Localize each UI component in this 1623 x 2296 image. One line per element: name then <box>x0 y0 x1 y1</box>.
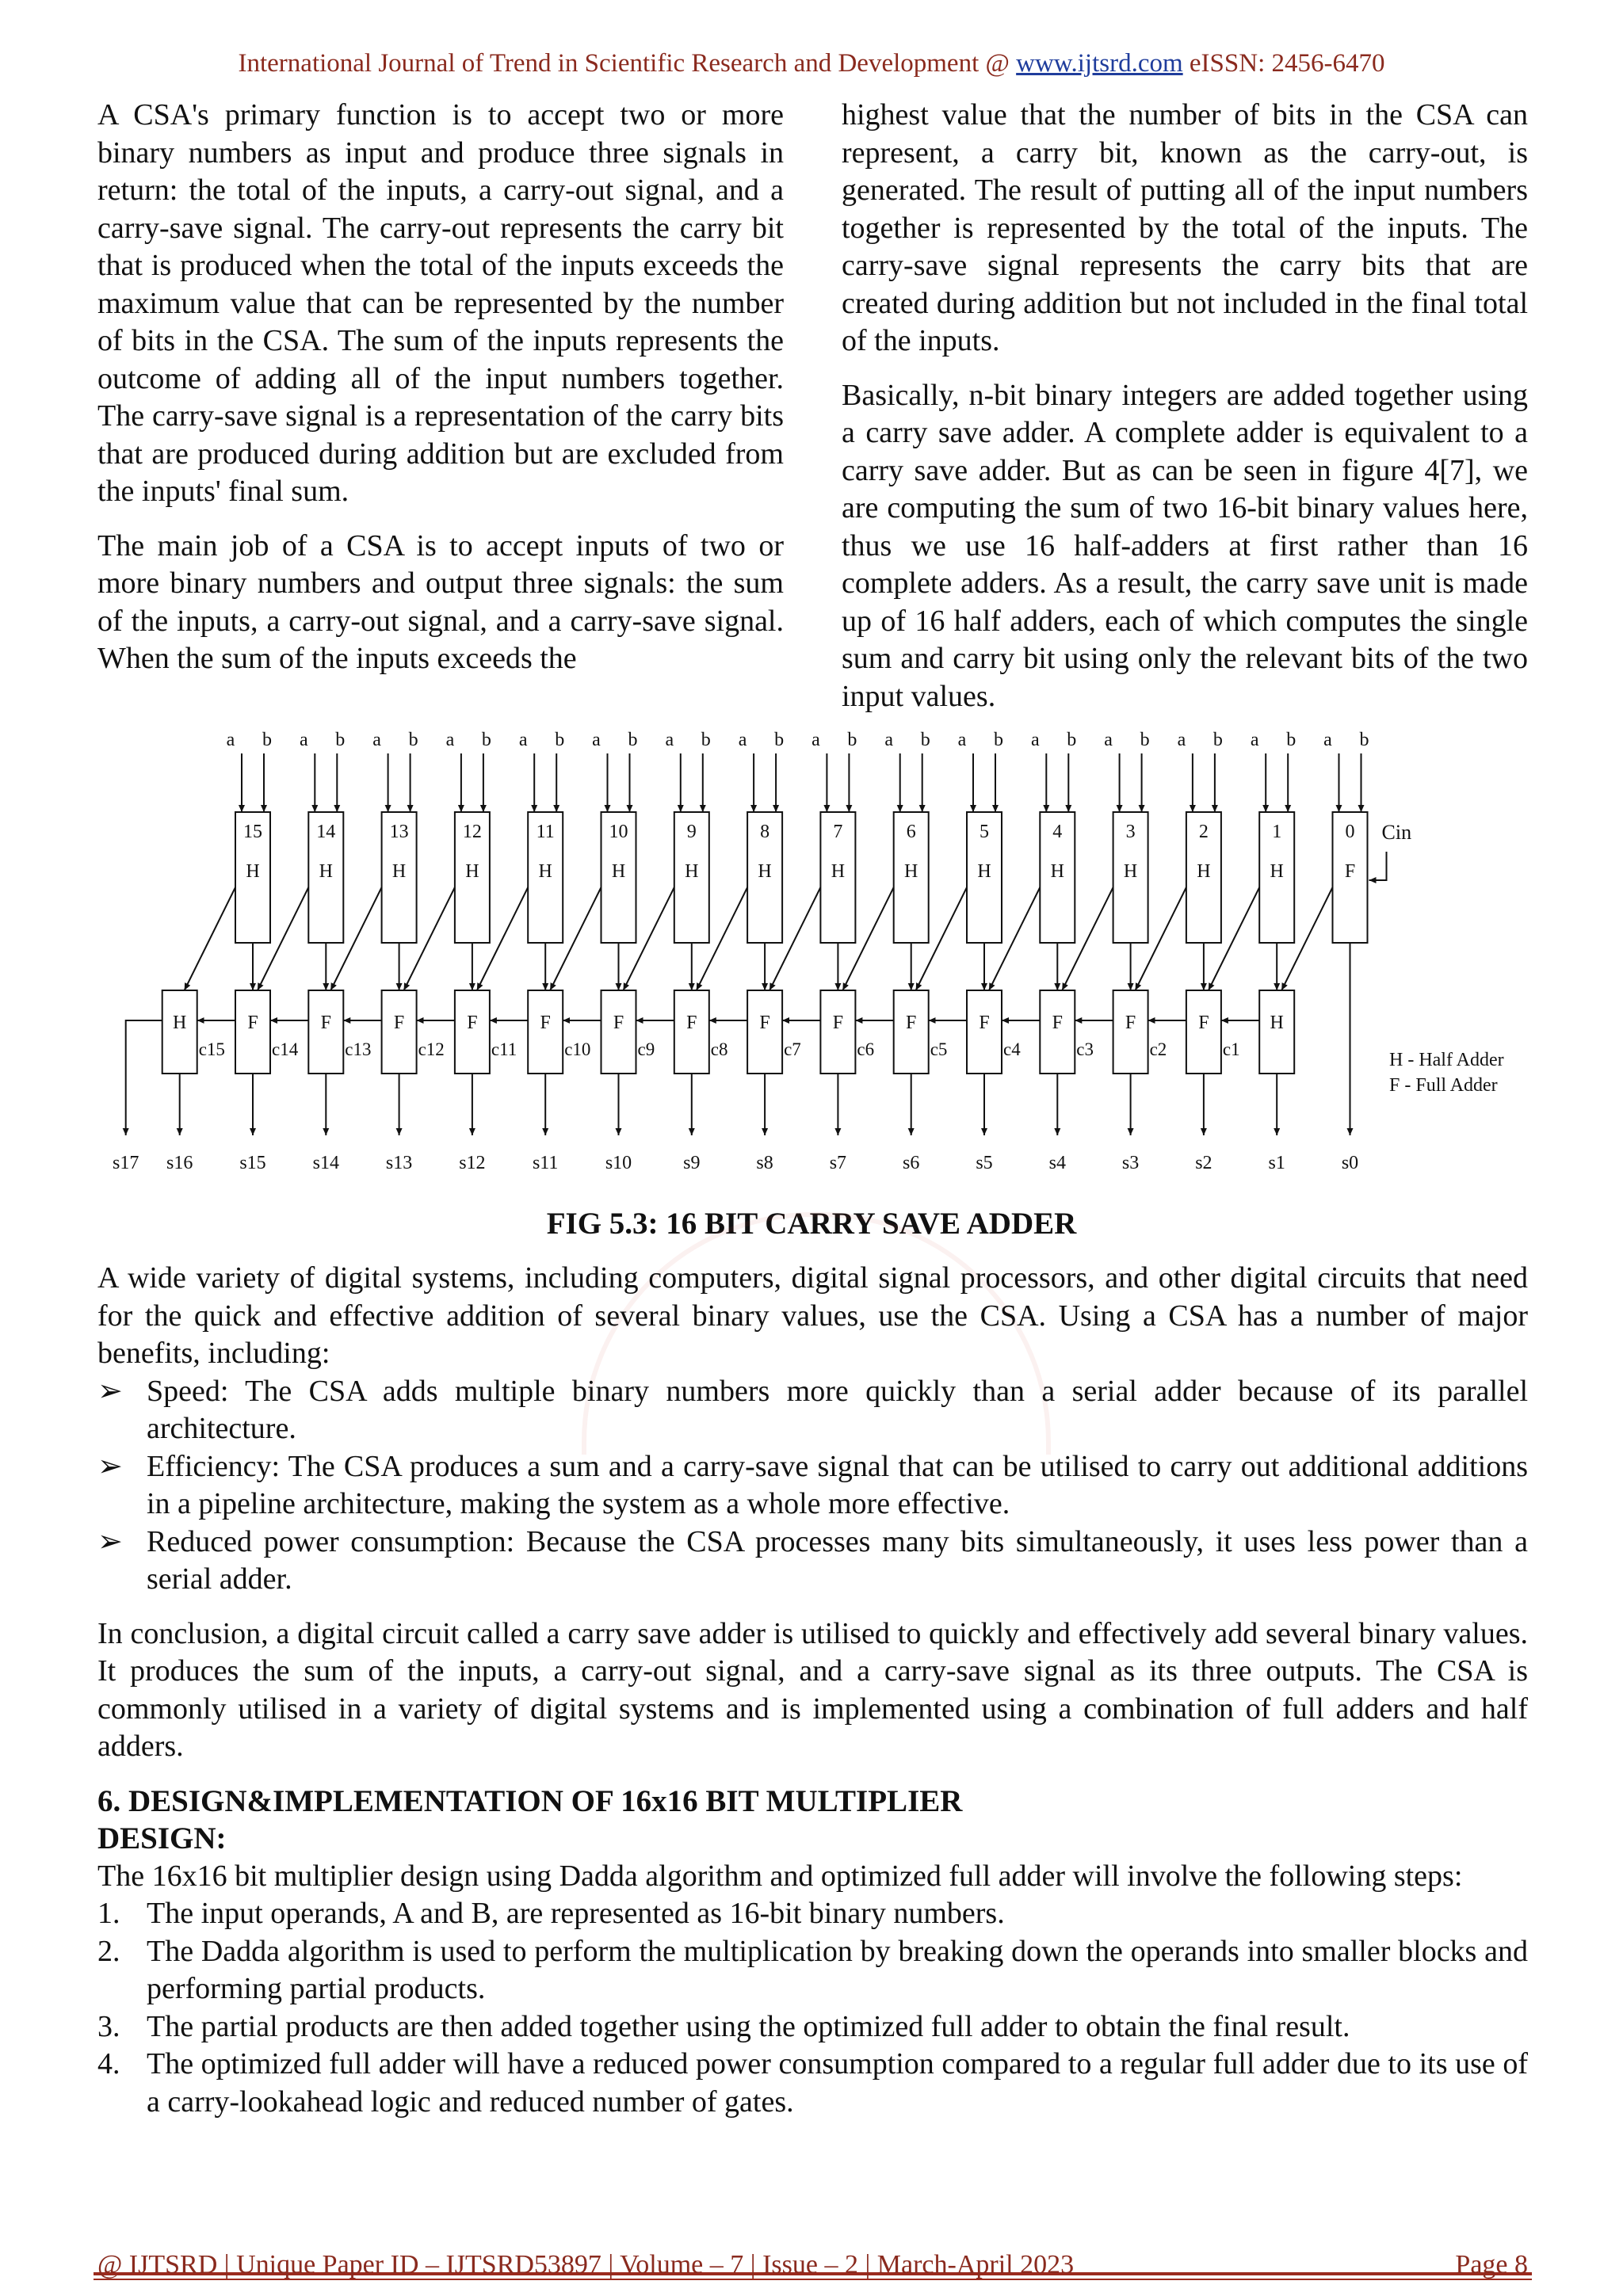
output-label: s4 <box>1048 1153 1066 1173</box>
output-label: s17 <box>113 1153 139 1173</box>
header-suffix: eISSN: 2456-6470 <box>1182 49 1385 78</box>
right-paragraph-2: Basically, n-bit binary integers are added together using a carry save adder. A complete adder is equivalent to a carry save adder. But as can be seen in figure 4[7], we are computing the sum of two 16-bit binary values here, thus we use 16 half-adders at first rather than 16 complete adders. As a result, the carry save unit is made up of 16 half adders, each of which computes the single sum and carry bit using only the relevant bits of the two input values. <box>842 378 1528 713</box>
top-adder-index: 14 <box>316 822 336 842</box>
top-adder-index: 7 <box>833 822 843 842</box>
conclusion-paragraph: In conclusion, a digital circuit called a carry save adder is utilised to quickly and effectively add several binary values. It produces the sum of the inputs, a carry-out signal, and a carry-save signal as its three outputs. The CSA is commonly utilised in a variety of digital systems and is implemented using a combination of full adders and half adders. <box>97 1616 1528 1763</box>
top-adder-index: 11 <box>536 822 555 842</box>
bullet-power: Reduced power consumption: Because the CSA processes many bits simultaneously, it uses less power than a serial adder. <box>147 1524 1528 1596</box>
bottom-adder-type: F <box>467 1013 478 1033</box>
input-b-label: b <box>1212 730 1223 750</box>
section-6-heading: 6. DESIGN&IMPLEMENTATION OF 16x16 BIT MULTIPLIER <box>97 1783 963 1818</box>
top-adder-type: F <box>1344 861 1356 882</box>
input-a-label: a <box>665 730 674 750</box>
bullet-speed: Speed: The CSA adds multiple binary numbers more quickly than a serial adder because of its parallel architecture. <box>147 1374 1528 1445</box>
top-adder-type: H <box>465 861 479 882</box>
carry-label: c11 <box>491 1039 517 1059</box>
page-number: Page 8 <box>1455 2250 1528 2279</box>
input-a-label: a <box>372 730 381 750</box>
top-adder-index: 9 <box>686 822 697 842</box>
figure-caption: FIG 5.3: 16 BIT CARRY SAVE ADDER <box>546 1207 1077 1241</box>
list-item: 1. The input operands, A and B, are represented as 16-bit binary numbers. <box>97 1897 1005 1930</box>
carry-label: c1 <box>1222 1039 1240 1059</box>
bottom-adder-type: H <box>173 1013 187 1033</box>
list-item: 2. The Dadda algorithm is used to perform the multiplication by breaking down the operands into smaller blocks and performing partial products. <box>97 1934 1528 2005</box>
list-item <box>97 1448 1528 1524</box>
output-label: s14 <box>312 1153 339 1173</box>
output-label: s13 <box>385 1153 413 1173</box>
carry-label: c8 <box>710 1039 728 1059</box>
input-b-label: b <box>1359 730 1369 750</box>
carry-label: c3 <box>1076 1039 1094 1059</box>
output-label: s10 <box>605 1153 632 1173</box>
top-adder-type: H <box>611 861 626 882</box>
output-label: s11 <box>532 1153 559 1173</box>
input-a-label: a <box>738 730 747 750</box>
input-b-label: b <box>920 730 930 750</box>
output-label: s16 <box>166 1153 193 1173</box>
output-label: s9 <box>683 1153 701 1173</box>
bottom-adder-type: F <box>247 1013 258 1033</box>
carry-label: c2 <box>1149 1039 1167 1059</box>
carry-label: c14 <box>272 1039 299 1059</box>
bottom-adder-type: F <box>1125 1013 1136 1033</box>
list-item <box>97 1373 1528 1448</box>
left-paragraph-2: The main job of a CSA is to accept inputs of two or more binary numbers and output three signals: the sum of the inputs, a carry-out signal, and a carry-save signal. When the sum of the inputs exceeds the <box>97 528 784 675</box>
benefits-intro: A wide variety of digital systems, including computers, digital signal processors, and other digital circuits that need for the quick and effective addition of several binary values, use the CSA. Using a CSA has a number of major benefits, including: <box>97 1261 1528 1370</box>
design-steps <box>97 1895 1528 2121</box>
list-item: 4. The optimized full adder will have a reduced power consumption compared to a regular full adder due to its use of a carry-lookahead logic and reduced number of gates. <box>97 2047 1528 2119</box>
output-label: s15 <box>239 1153 266 1173</box>
cin-label: Cin <box>1381 821 1412 844</box>
top-adder-index: 12 <box>462 822 482 842</box>
output-label: s3 <box>1121 1153 1140 1173</box>
carry-label: c9 <box>637 1039 655 1059</box>
top-adder-type: H <box>904 861 918 882</box>
input-a-label: a <box>518 730 528 750</box>
carry-label: c7 <box>784 1039 801 1059</box>
input-a-label: a <box>226 730 235 750</box>
bottom-adder-type: F <box>906 1013 917 1033</box>
bottom-adder-type: F <box>979 1013 990 1033</box>
input-a-label: a <box>592 730 601 750</box>
carry-diagonal-wire <box>185 887 235 990</box>
bottom-adder-type: F <box>832 1013 844 1033</box>
input-b-label: b <box>262 730 272 750</box>
bottom-adder-type: F <box>1052 1013 1063 1033</box>
input-a-label: a <box>445 730 455 750</box>
input-a-label: a <box>1030 730 1040 750</box>
input-a-label: a <box>1323 730 1332 750</box>
top-adder-index: 4 <box>1052 822 1063 842</box>
top-adder-index: 3 <box>1125 822 1136 842</box>
header-prefix: International Journal of Trend in Scientific Research and Development @ <box>238 49 1017 78</box>
bottom-adder-type: H <box>1270 1013 1284 1033</box>
input-b-label: b <box>335 730 346 750</box>
input-a-label: a <box>1177 730 1186 750</box>
legend-full-adder: F - Full Adder <box>1389 1075 1498 1096</box>
carry-out-wire <box>126 1020 162 1135</box>
bottom-adder-type: F <box>686 1013 697 1033</box>
top-adder-type: H <box>1270 861 1284 882</box>
left-column <box>97 97 784 695</box>
top-adder-index: 0 <box>1345 822 1355 842</box>
carry-label: c13 <box>345 1039 372 1059</box>
top-adder-type: H <box>977 861 991 882</box>
top-adder-index: 10 <box>609 822 628 842</box>
arrow-bullet-icon: ➢ <box>97 1449 123 1483</box>
arrow-bullet-icon: ➢ <box>97 1524 123 1558</box>
input-a-label: a <box>1250 730 1259 750</box>
journal-website-link[interactable]: www.ijtsrd.com <box>1016 49 1183 78</box>
top-adder-index: 5 <box>980 822 989 842</box>
carry-label: c5 <box>930 1039 948 1059</box>
input-a-label: a <box>1104 730 1113 750</box>
input-a-label: a <box>957 730 967 750</box>
bottom-adder-type: F <box>320 1013 331 1033</box>
output-label: s2 <box>1195 1153 1212 1173</box>
carry-label: c12 <box>418 1039 445 1059</box>
top-adder-type: H <box>246 861 260 882</box>
running-header <box>0 49 1623 78</box>
input-a-label: a <box>884 730 894 750</box>
carry-save-adder-diagram <box>97 730 1504 1200</box>
input-a-label: a <box>299 730 308 750</box>
cin-wire <box>1369 852 1387 880</box>
body-block <box>97 1260 1528 2121</box>
top-adder-index: 8 <box>760 822 770 842</box>
top-adder-type: H <box>1050 861 1064 882</box>
input-b-label: b <box>847 730 857 750</box>
left-paragraph-1: A CSA's primary function is to accept two or more binary numbers as input and produce three signals in return: the total of the inputs, a carry-out signal, and a carry-save signal. The carry-out represents the carry bit that is produced when the total of the inputs exceeds the maximum value that can be represented by the number of bits in the CSA. The sum of the inputs represents the outcome of adding all of the input numbers together. The carry-save signal is a representation of the carry bits that are produced during addition but are excluded from the inputs' final sum. <box>97 98 784 508</box>
input-b-label: b <box>774 730 785 750</box>
legend-half-adder: H - Half Adder <box>1389 1050 1504 1070</box>
top-adder-index: 1 <box>1272 822 1282 842</box>
top-adder-index: 13 <box>389 822 409 842</box>
top-adder-type: H <box>1197 861 1211 882</box>
top-adder-type: H <box>1123 861 1138 882</box>
bottom-adder-type: F <box>393 1013 405 1033</box>
bottom-adder-type: F <box>540 1013 551 1033</box>
carry-label: c10 <box>564 1039 591 1059</box>
bottom-adder-type: F <box>1198 1013 1209 1033</box>
output-label: s1 <box>1268 1153 1285 1173</box>
output-label: s5 <box>976 1153 993 1173</box>
top-adder-type: H <box>391 861 407 882</box>
design-subheading: DESIGN: <box>97 1821 227 1855</box>
page-footer <box>97 2250 1528 2280</box>
footer-citation: @ IJTSRD | Unique Paper ID – IJTSRD53897 | Volume – 7 | Issue – 2 | March-April 2023 <box>97 2250 1075 2279</box>
top-adder-index: 6 <box>906 822 916 842</box>
top-adder-type: H <box>319 861 333 882</box>
carry-label: c6 <box>857 1039 875 1059</box>
input-a-label: a <box>812 730 820 750</box>
bottom-adder-type: F <box>613 1013 624 1033</box>
output-label: s8 <box>756 1153 773 1173</box>
input-b-label: b <box>555 730 565 750</box>
output-label: s0 <box>1341 1153 1359 1173</box>
input-b-label: b <box>628 730 638 750</box>
carry-label: c4 <box>1003 1039 1021 1059</box>
input-b-label: b <box>1067 730 1077 750</box>
right-paragraph-1: highest value that the number of bits in the CSA can represent, a carry bit, known as the carry-out, is generated. The result of putting all of the input numbers together is represented by the total of the inputs. The carry-save signal represents the carry bits that are created during addition but not included in the final total of the inputs. <box>842 98 1528 357</box>
top-adder-type: H <box>685 861 699 882</box>
list-item: 3. The partial products are then added together using the optimized full adder to obtain the final result. <box>97 2009 1350 2043</box>
arrow-bullet-icon: ➢ <box>97 1374 123 1408</box>
input-b-label: b <box>481 730 491 750</box>
top-adder-type: H <box>758 861 772 882</box>
bottom-adder-type: F <box>759 1013 770 1033</box>
top-adder-type: H <box>538 861 552 882</box>
input-b-label: b <box>1286 730 1296 750</box>
top-adder-type: H <box>831 861 846 882</box>
output-label: s6 <box>903 1153 920 1173</box>
top-adder-index: 2 <box>1198 822 1209 842</box>
design-intro: The 16x16 bit multiplier design using Dadda algorithm and optimized full adder will involve the following steps: <box>97 1859 1463 1893</box>
carry-label: c15 <box>198 1039 225 1059</box>
top-adder-index: 15 <box>243 822 262 842</box>
input-b-label: b <box>701 730 711 750</box>
input-b-label: b <box>1140 730 1150 750</box>
list-item <box>97 1524 1528 1599</box>
output-label: s12 <box>459 1153 486 1173</box>
output-label: s7 <box>829 1153 847 1173</box>
input-b-label: b <box>408 730 418 750</box>
benefits-list <box>97 1373 1528 1599</box>
bullet-efficiency: Efficiency: The CSA produces a sum and a carry-save signal that can be utilised to carry out additional additions in a pipeline architecture, making the system as a whole more effective. <box>147 1449 1528 1520</box>
right-column <box>842 97 1528 732</box>
input-b-label: b <box>994 730 1003 750</box>
